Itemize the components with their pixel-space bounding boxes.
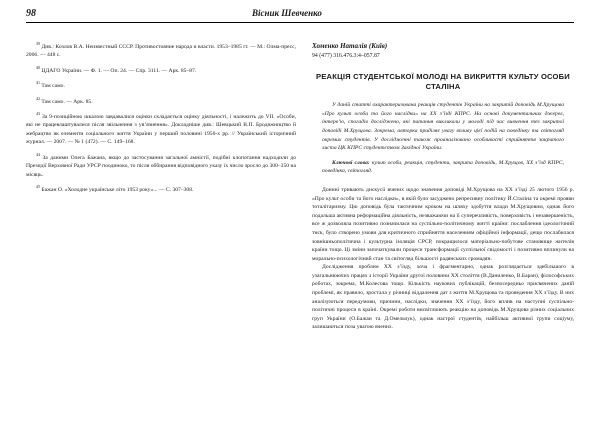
article-keywords: Ключові слова: культ особи, реакція, студенти, закрита доповідь, М.Хрущов, ХХ з’їзд КПРС, поведінка, світогляд. xyxy=(322,159,564,175)
footnote: $^{41}$ Там само. xyxy=(36,80,65,90)
footnote: $^{42}$ Там само. — Арк. 85. xyxy=(36,95,93,105)
header-rule xyxy=(26,22,574,23)
footnote: $^{39}$ Див.: Козлов В.А. Неизвестный СССР. Противостояние народа и власти. 1953–1985 гг. — М.: Олма-пресс, 2006. — 448 с. xyxy=(26,41,296,59)
footnote: $^{40}$ ЦДАГО України. — Ф. 1. — Оп. 24. — Спр. 3111. — Арк. 85–87. xyxy=(36,64,197,74)
footnotes-column xyxy=(26,40,296,199)
article-abstract: У даній статті охарактеризована реакція студентів України на закритій доповідь М.Хрущова «Про культ особи та його наслідки» на ХХ з’їзді КПРС. На основі документальних джерел, інтерв’ю, спогадів досліджено, які питання викликали у молоді під час вивчення тез закритої доповіді М.Хрущова. Зокрема, авторка приділяє увагу впливу цієї подій на поведінку та світогляд окремих студентів. У дослідженні також проаналізовано особливості сприйняття закритого листа ЦК КПРС студентством Західної України. xyxy=(322,102,564,152)
article-author: Хоменко Наталія (Київ) xyxy=(312,42,388,50)
article-paragraph: Донині тривають дискусії вчених щодо значення доповіді М.Хрущова на ХХ з’їзді 25 лютого 1956 р. «Про культ особи та його наслідки», в якій було засуджено репресивну політику Й.Сталіна та окремі прояви тоталітаризму. Цю доповідь була тактичним кроком на шляху здобуття влади М.Хрущовим, однак його подальша активна реформаційна діяльність, незважаючи на її суперечливість, поверховість і незавершеність, все ж дозволяла позитивно позначилася на суспільно-політичному житті країни: послаблення ідеологічний тиск, було створено умови для критичного сприйняття населенням офіційної інформації, дещо послабилася зовнішньополітична і культурна ізоляція СРСР, покращилося матеріально-побутове становище жителів країни тощо. Ці зміни започаткували процеси трансформації суспільної свідомості і позитивно вплинули на морально-психологічний стан та світогляд більшості радянських громадян. xyxy=(312,186,574,262)
article-column xyxy=(312,40,574,332)
page-number: 98 xyxy=(26,8,36,19)
article-title: РЕАКЦІЯ СТУДЕНТСЬКОЇ МОЛОДІ НА ВИКРИТТЯ КУЛЬТУ ОСОБИ СТАЛІНА xyxy=(316,72,570,92)
footnote: $^{43}$ За 9-позиційною шкалою завдавалися оцінки складається оцінку діяльності, і належить до VII. «Особи, які не працевлаштувалися після звільнення з ув’язнення». Докладніше див.: Шевцький В.П. Бродяжництво й жебрацтво як елементи соціального життя України у перший половині 1950-х рр. // Український історичний журнал. — 2007. — № 1 (472). — С. 149–168. xyxy=(26,110,296,146)
footnote: $^{45}$ Бажан О. «Холодне українське літо 1953 року»... — С. 307–308. xyxy=(36,184,194,194)
article-udc: 94 (477) 316.476.3:4–057.87 xyxy=(312,52,380,59)
footnote: $^{44}$ За даними Олега Бажана, якщо до застосування загальної амністії, подібні клопотання надходили до Президії Верховної Ради УРСР поодиноко, то після оббирання відповідного указу їх число зросло до 300–350 на місяць. xyxy=(26,151,296,178)
article-paragraph: Дослідження проблем ХХ з’їзду, хоча і фрагментарно, однак розглядається здебільшого в узагальнюючих працях з історії України другої половини ХХ століття (В.Даниленко, В.Баран), філософських роботах, зокрема, М.Колесова тощо. Кількість наукових публікацій, безпосередньо присвячених даній проблемі, як правило, зростала у річниці віддалення дат з життя М.Хрущова та проведення ХХ з’їзду. В них аналізуються передумови, причини, наслідки, значення ХХ з’їзду, його вплив на наступні суспільно-політичні процеси в країні. Окремі роботи висвітлюють реакцію на доповідь М.Хрущова різних соціальних груп України (О.Бажан та Д.Омельчук), однак настрої студентів, найбільш активної групи соціуму, залишаються поза увагою вчених. xyxy=(312,264,574,331)
running-head: Вісник Шевченко xyxy=(252,8,322,18)
